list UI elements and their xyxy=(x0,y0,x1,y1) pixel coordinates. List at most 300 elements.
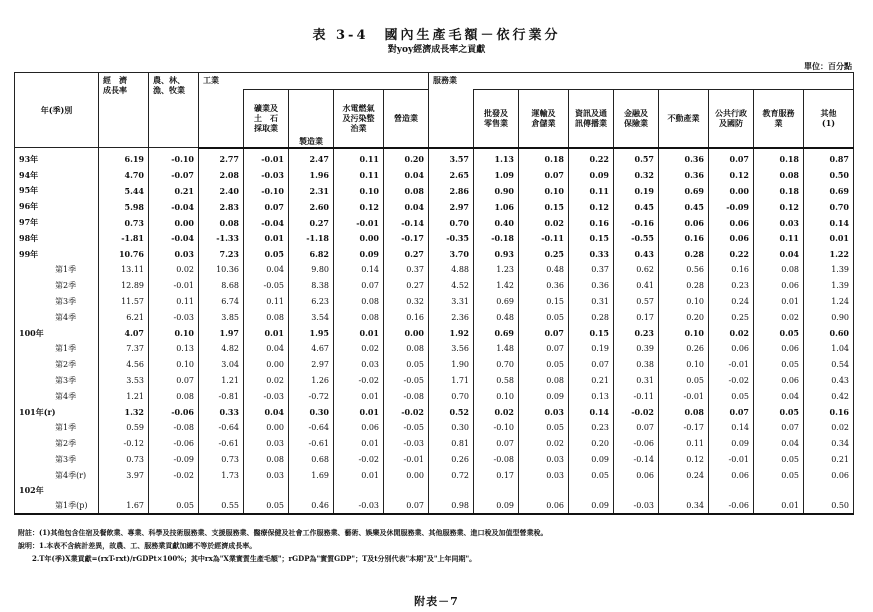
table-cell: 0.28 xyxy=(659,278,709,294)
table-cell: 0.09 xyxy=(569,497,614,514)
table-cell xyxy=(614,483,659,497)
table-cell: -0.11 xyxy=(519,230,569,246)
table-cell: 4.07 xyxy=(99,325,149,341)
table-cell: -0.01 xyxy=(149,278,199,294)
table-cell: 4.82 xyxy=(199,341,244,357)
table-cell: 0.18 xyxy=(754,183,804,199)
table-cell: 0.12 xyxy=(334,199,384,215)
table-cell: 2.36 xyxy=(429,309,474,325)
table-cell: 0.36 xyxy=(659,148,709,168)
table-cell: 0.00 xyxy=(384,325,429,341)
table-cell: 0.34 xyxy=(804,436,854,452)
table-cell: 0.46 xyxy=(289,497,334,514)
note-2: 說明：1.本表不含統計差異，故農、工、服務業貢獻加總不等於經濟成長率。 xyxy=(18,541,257,550)
row-label: 第2季 xyxy=(15,278,99,294)
table-cell: 0.87 xyxy=(804,148,854,168)
table-cell: 0.03 xyxy=(519,467,569,483)
table-cell: 0.00 xyxy=(384,467,429,483)
table-cell: -0.05 xyxy=(384,420,429,436)
table-cell: 0.01 xyxy=(334,388,384,404)
row-label: 第1季 xyxy=(15,262,99,278)
table-cell: 0.21 xyxy=(569,373,614,389)
table-cell: 2.31 xyxy=(289,183,334,199)
table-cell: 0.27 xyxy=(289,215,334,231)
table-cell: 0.03 xyxy=(149,246,199,262)
row-label: 第1季(p) xyxy=(15,497,99,514)
table-cell: 0.06 xyxy=(754,341,804,357)
table-cell: 0.01 xyxy=(244,325,289,341)
table-cell: 0.52 xyxy=(429,404,474,420)
table-cell: 0.23 xyxy=(709,278,754,294)
table-cell: 0.12 xyxy=(659,452,709,468)
table-cell: 0.02 xyxy=(519,215,569,231)
table-cell: 0.32 xyxy=(614,167,659,183)
row-label: 第4季 xyxy=(15,309,99,325)
table-cell xyxy=(474,483,519,497)
table-cell: 0.10 xyxy=(149,357,199,373)
table-cell: 0.36 xyxy=(569,278,614,294)
table-cell: 0.25 xyxy=(709,309,754,325)
table-cell: 0.09 xyxy=(569,452,614,468)
table-cell: -0.14 xyxy=(614,452,659,468)
row-label: 95年 xyxy=(15,183,99,199)
notes xyxy=(18,526,548,565)
table-cell: 6.23 xyxy=(289,294,334,310)
unit-label: 單位：百分點 xyxy=(804,61,852,71)
table-cell: 2.86 xyxy=(429,183,474,199)
header-information: 資訊及通 訊傳播業 xyxy=(569,89,614,148)
table-cell: 0.40 xyxy=(474,215,519,231)
table-cell: 0.13 xyxy=(569,388,614,404)
table-cell: 0.18 xyxy=(754,148,804,168)
table-cell: 0.48 xyxy=(519,262,569,278)
table-cell: 1.39 xyxy=(804,262,854,278)
table-cell: 0.00 xyxy=(244,357,289,373)
table-cell: -0.06 xyxy=(149,436,199,452)
table-cell xyxy=(569,483,614,497)
table-cell: -0.02 xyxy=(149,467,199,483)
table-cell: 0.60 xyxy=(804,325,854,341)
table-cell: 10.76 xyxy=(99,246,149,262)
table-cell xyxy=(754,483,804,497)
table-cell: 0.05 xyxy=(754,325,804,341)
table-cell: 4.88 xyxy=(429,262,474,278)
table-cell: 2.77 xyxy=(199,148,244,168)
row-label: 第1季 xyxy=(15,420,99,436)
table-cell: -0.09 xyxy=(149,452,199,468)
table-cell: -0.02 xyxy=(334,452,384,468)
header-gdp-growth: 經 濟 成長率 xyxy=(99,73,149,148)
row-label: 99年 xyxy=(15,246,99,262)
header-services-total xyxy=(429,89,474,148)
table-cell: 0.45 xyxy=(659,199,709,215)
table-cell: 0.08 xyxy=(754,262,804,278)
table-cell xyxy=(199,483,244,497)
table-cell xyxy=(519,483,569,497)
table-cell: 0.11 xyxy=(149,294,199,310)
table-cell: 0.04 xyxy=(244,404,289,420)
table-title: 表 3-4 國內生產毛額－依行業分 xyxy=(312,28,561,43)
table-cell: 0.05 xyxy=(244,497,289,514)
table-cell: 0.10 xyxy=(474,388,519,404)
table-row xyxy=(15,215,854,231)
table-cell: 0.73 xyxy=(99,215,149,231)
table-cell: -0.08 xyxy=(384,388,429,404)
table-cell: 0.03 xyxy=(754,215,804,231)
table-cell: 0.01 xyxy=(334,404,384,420)
table-cell: 0.70 xyxy=(429,388,474,404)
table-cell: 0.28 xyxy=(569,309,614,325)
table-cell: 1.73 xyxy=(199,467,244,483)
header-construction: 營造業 xyxy=(384,89,429,148)
table-cell: 0.02 xyxy=(334,341,384,357)
header-trade: 批發及 零售業 xyxy=(474,89,519,148)
table-cell: 5.98 xyxy=(99,199,149,215)
table-cell xyxy=(149,483,199,497)
table-cell: 3.04 xyxy=(199,357,244,373)
table-cell: 0.20 xyxy=(569,436,614,452)
table-cell: 4.70 xyxy=(99,167,149,183)
table-cell: 0.05 xyxy=(754,467,804,483)
table-cell: -0.03 xyxy=(244,167,289,183)
table-cell: -0.02 xyxy=(709,373,754,389)
table-cell: 0.03 xyxy=(519,404,569,420)
table-cell: 0.01 xyxy=(244,230,289,246)
table-cell: 1.09 xyxy=(474,167,519,183)
table-row xyxy=(15,420,854,436)
table-cell: 0.11 xyxy=(754,230,804,246)
table-cell: 0.06 xyxy=(804,467,854,483)
table-cell: 0.23 xyxy=(614,325,659,341)
table-cell: 0.43 xyxy=(614,246,659,262)
table-cell: 0.08 xyxy=(334,309,384,325)
table-cell: 9.80 xyxy=(289,262,334,278)
table-cell: 0.93 xyxy=(474,246,519,262)
table-cell: -0.55 xyxy=(614,230,659,246)
table-cell: 2.47 xyxy=(289,148,334,168)
table-cell xyxy=(429,483,474,497)
table-cell: 0.05 xyxy=(519,357,569,373)
table-cell: -0.61 xyxy=(199,436,244,452)
note-1: 附註：(1)其他包含住宿及餐飲業、專業、科學及技術服務業、支援服務業、醫療保健及社會工作服務業、藝術、娛樂及休閒服務業、其他服務業、進口稅及加值型營業稅。 xyxy=(18,528,548,537)
table-row xyxy=(15,373,854,389)
table-cell: 0.09 xyxy=(569,167,614,183)
table-cell: 0.02 xyxy=(519,436,569,452)
table-cell: 0.07 xyxy=(519,341,569,357)
table-cell: 3.54 xyxy=(289,309,334,325)
table-cell: 0.03 xyxy=(244,436,289,452)
table-row xyxy=(15,388,854,404)
table-cell: 0.09 xyxy=(709,436,754,452)
table-cell: -0.17 xyxy=(659,420,709,436)
table-row xyxy=(15,199,854,215)
table-cell: 0.10 xyxy=(334,183,384,199)
table-cell: 0.01 xyxy=(334,467,384,483)
table-cell: 0.05 xyxy=(519,309,569,325)
table-row xyxy=(15,262,854,278)
table-cell: 0.01 xyxy=(334,436,384,452)
row-label: 第4季 xyxy=(15,388,99,404)
table-cell: -0.12 xyxy=(99,436,149,452)
table-cell: -0.02 xyxy=(334,373,384,389)
table-cell: 8.38 xyxy=(289,278,334,294)
table-cell: -0.16 xyxy=(614,215,659,231)
table-cell: 0.08 xyxy=(519,373,569,389)
table-cell: 0.14 xyxy=(569,404,614,420)
table-cell: 0.01 xyxy=(754,294,804,310)
table-cell: 0.20 xyxy=(384,148,429,168)
table-cell: 0.03 xyxy=(244,467,289,483)
table-row xyxy=(15,341,854,357)
table-cell: -0.01 xyxy=(709,452,754,468)
table-cell: -1.18 xyxy=(289,230,334,246)
table-row xyxy=(15,325,854,341)
table-cell: 0.07 xyxy=(709,148,754,168)
table-cell xyxy=(99,483,149,497)
table-cell: 6.21 xyxy=(99,309,149,325)
table-cell: 0.01 xyxy=(334,325,384,341)
table-row xyxy=(15,357,854,373)
table-cell: 0.03 xyxy=(334,357,384,373)
table-cell: 0.10 xyxy=(659,357,709,373)
table-cell: 0.05 xyxy=(754,357,804,373)
table-cell: 0.01 xyxy=(754,497,804,514)
table-cell: 0.19 xyxy=(614,183,659,199)
table-cell: 0.73 xyxy=(99,452,149,468)
table-cell: 2.65 xyxy=(429,167,474,183)
note-3: 2.T年(季)X業貢獻=(rxT-rxt)/rGDPt×100%；其中rx為"X業實質生產毛額"；rGDP為"實質GDP"；T及t分別代表"本期"及"上年同期"。 xyxy=(32,554,477,563)
table-cell: 0.31 xyxy=(569,294,614,310)
table-cell: -0.06 xyxy=(709,497,754,514)
table-cell: -0.81 xyxy=(199,388,244,404)
table-cell: 0.10 xyxy=(519,183,569,199)
table-cell: 0.57 xyxy=(614,148,659,168)
table-cell: -0.04 xyxy=(149,199,199,215)
table-cell: 4.67 xyxy=(289,341,334,357)
table-cell: 0.02 xyxy=(754,309,804,325)
table-cell: 0.08 xyxy=(659,404,709,420)
row-label: 第3季 xyxy=(15,294,99,310)
table-cell xyxy=(289,483,334,497)
table-cell: 1.42 xyxy=(474,278,519,294)
header-industry-total xyxy=(199,89,244,148)
table-cell: 0.11 xyxy=(334,148,384,168)
table-cell: 0.16 xyxy=(659,230,709,246)
table-cell: 1.23 xyxy=(474,262,519,278)
table-cell: 0.26 xyxy=(659,341,709,357)
table-cell: 0.08 xyxy=(384,183,429,199)
table-cell: 0.32 xyxy=(384,294,429,310)
table-row xyxy=(15,497,854,514)
header-industry-span xyxy=(244,73,429,90)
table-subtitle: 對yoy經濟成長率之貢獻 xyxy=(387,45,486,55)
table-row xyxy=(15,436,854,452)
table-cell: 0.69 xyxy=(474,325,519,341)
table-cell: 0.58 xyxy=(474,373,519,389)
table-cell: -0.03 xyxy=(614,497,659,514)
table-cell: 1.97 xyxy=(199,325,244,341)
table-row xyxy=(15,167,854,183)
table-cell: 0.43 xyxy=(804,373,854,389)
row-label: 98年 xyxy=(15,230,99,246)
table-cell: 0.00 xyxy=(334,230,384,246)
table-cell: 0.90 xyxy=(804,309,854,325)
table-cell: 0.07 xyxy=(334,278,384,294)
table-cell: 0.22 xyxy=(709,246,754,262)
page-number: 附表－7 xyxy=(414,595,459,608)
table-cell: 0.28 xyxy=(659,246,709,262)
table-cell: 0.07 xyxy=(244,199,289,215)
table-cell: 3.57 xyxy=(429,148,474,168)
header-industry: 工業 xyxy=(199,73,244,90)
table-cell: 1.69 xyxy=(289,467,334,483)
table-cell: 0.17 xyxy=(474,467,519,483)
table-cell: 0.06 xyxy=(659,215,709,231)
table-cell: 2.83 xyxy=(199,199,244,215)
table-cell: 0.07 xyxy=(519,325,569,341)
table-cell: 0.54 xyxy=(804,357,854,373)
table-cell: 0.05 xyxy=(709,388,754,404)
table-cell: 0.22 xyxy=(569,148,614,168)
table-cell: 0.06 xyxy=(754,373,804,389)
table-cell: 1.92 xyxy=(429,325,474,341)
table-cell: 0.04 xyxy=(244,341,289,357)
table-cell: 6.19 xyxy=(99,148,149,168)
table-cell: 1.26 xyxy=(289,373,334,389)
table-cell: -0.10 xyxy=(244,183,289,199)
table-cell: -0.01 xyxy=(659,388,709,404)
table-cell: 1.21 xyxy=(199,373,244,389)
table-cell: 0.02 xyxy=(709,325,754,341)
table-cell: 4.56 xyxy=(99,357,149,373)
table-row xyxy=(15,309,854,325)
table-cell: 0.02 xyxy=(244,373,289,389)
table-row xyxy=(15,183,854,199)
table-cell: -0.05 xyxy=(244,278,289,294)
table-cell: 0.02 xyxy=(149,262,199,278)
table-cell: 0.06 xyxy=(519,497,569,514)
table-cell: 0.50 xyxy=(804,167,854,183)
table-cell: -0.61 xyxy=(289,436,334,452)
table-cell: 0.06 xyxy=(334,420,384,436)
table-cell: 0.09 xyxy=(334,246,384,262)
table-cell: 0.11 xyxy=(334,167,384,183)
table-cell: -0.08 xyxy=(149,420,199,436)
table-cell: 0.37 xyxy=(384,262,429,278)
table-cell: 0.30 xyxy=(429,420,474,436)
table-cell: 1.32 xyxy=(99,404,149,420)
table-cell: 0.69 xyxy=(474,294,519,310)
table-row xyxy=(15,467,854,483)
table-cell: 0.19 xyxy=(569,341,614,357)
table-cell: 3.70 xyxy=(429,246,474,262)
table-cell: -0.64 xyxy=(199,420,244,436)
table-cell: -0.14 xyxy=(384,215,429,231)
table-cell: -0.03 xyxy=(384,436,429,452)
table-cell: 0.08 xyxy=(754,167,804,183)
table-row xyxy=(15,294,854,310)
table-cell: 1.04 xyxy=(804,341,854,357)
row-label: 第2季 xyxy=(15,436,99,452)
table-cell: 0.18 xyxy=(519,148,569,168)
table-cell: 0.05 xyxy=(659,373,709,389)
table-cell: 0.06 xyxy=(754,278,804,294)
header-agriculture: 農、林、 漁、牧業 xyxy=(149,73,199,148)
header-utilities: 水電燃氣 及污染整 治業 xyxy=(334,89,384,148)
header-manufacturing: 製造業 xyxy=(289,89,334,148)
table-cell: 1.39 xyxy=(804,278,854,294)
table-cell: 0.07 xyxy=(754,420,804,436)
gdp-contribution-table xyxy=(14,72,854,515)
table-cell: 0.26 xyxy=(429,452,474,468)
table-cell: 0.68 xyxy=(289,452,334,468)
table-cell: 0.73 xyxy=(199,452,244,468)
table-cell: 2.97 xyxy=(429,199,474,215)
table-cell: 3.31 xyxy=(429,294,474,310)
table-cell: 0.69 xyxy=(659,183,709,199)
row-label: 第3季 xyxy=(15,452,99,468)
table-cell: 0.05 xyxy=(754,404,804,420)
table-cell: 0.21 xyxy=(804,452,854,468)
row-label: 101年(r) xyxy=(15,404,99,420)
table-cell: 0.24 xyxy=(659,467,709,483)
table-cell: 0.16 xyxy=(804,404,854,420)
table-cell: 1.06 xyxy=(474,199,519,215)
table-cell: 2.97 xyxy=(289,357,334,373)
table-cell: 0.08 xyxy=(334,294,384,310)
header-mining: 礦業及 土 石 採取業 xyxy=(244,89,289,148)
table-cell: 0.81 xyxy=(429,436,474,452)
table-cell: 0.00 xyxy=(244,420,289,436)
table-cell: -0.08 xyxy=(474,452,519,468)
table-cell: 0.05 xyxy=(384,357,429,373)
row-label: 第2季 xyxy=(15,357,99,373)
table-cell: 0.50 xyxy=(804,497,854,514)
table-cell: 0.06 xyxy=(614,467,659,483)
table-cell: 0.57 xyxy=(614,294,659,310)
table-cell: 0.33 xyxy=(199,404,244,420)
table-cell: -0.10 xyxy=(149,148,199,168)
header-public-admin: 公共行政 及國防 xyxy=(709,89,754,148)
table-cell: 6.82 xyxy=(289,246,334,262)
table-cell: 0.00 xyxy=(149,215,199,231)
table-cell: 0.15 xyxy=(519,199,569,215)
table-cell: -0.10 xyxy=(474,420,519,436)
table-cell: 0.24 xyxy=(709,294,754,310)
table-cell: 0.05 xyxy=(244,246,289,262)
table-cell: -0.18 xyxy=(474,230,519,246)
table-row xyxy=(15,404,854,420)
table-cell: 0.08 xyxy=(384,341,429,357)
table-cell: 0.14 xyxy=(334,262,384,278)
table-cell: 0.08 xyxy=(244,452,289,468)
table-cell: 0.04 xyxy=(754,388,804,404)
table-cell: 0.04 xyxy=(244,262,289,278)
table-row xyxy=(15,278,854,294)
table-cell: 6.74 xyxy=(199,294,244,310)
table-cell: 0.06 xyxy=(709,341,754,357)
table-row xyxy=(15,246,854,262)
table-cell: 0.70 xyxy=(429,215,474,231)
table-body xyxy=(15,148,854,515)
table-cell: 0.33 xyxy=(569,246,614,262)
table-cell: 0.38 xyxy=(614,357,659,373)
table-cell: 1.24 xyxy=(804,294,854,310)
table-cell: -0.03 xyxy=(334,497,384,514)
table-cell: 0.15 xyxy=(519,294,569,310)
row-label: 100年 xyxy=(15,325,99,341)
table-cell: 0.08 xyxy=(244,309,289,325)
